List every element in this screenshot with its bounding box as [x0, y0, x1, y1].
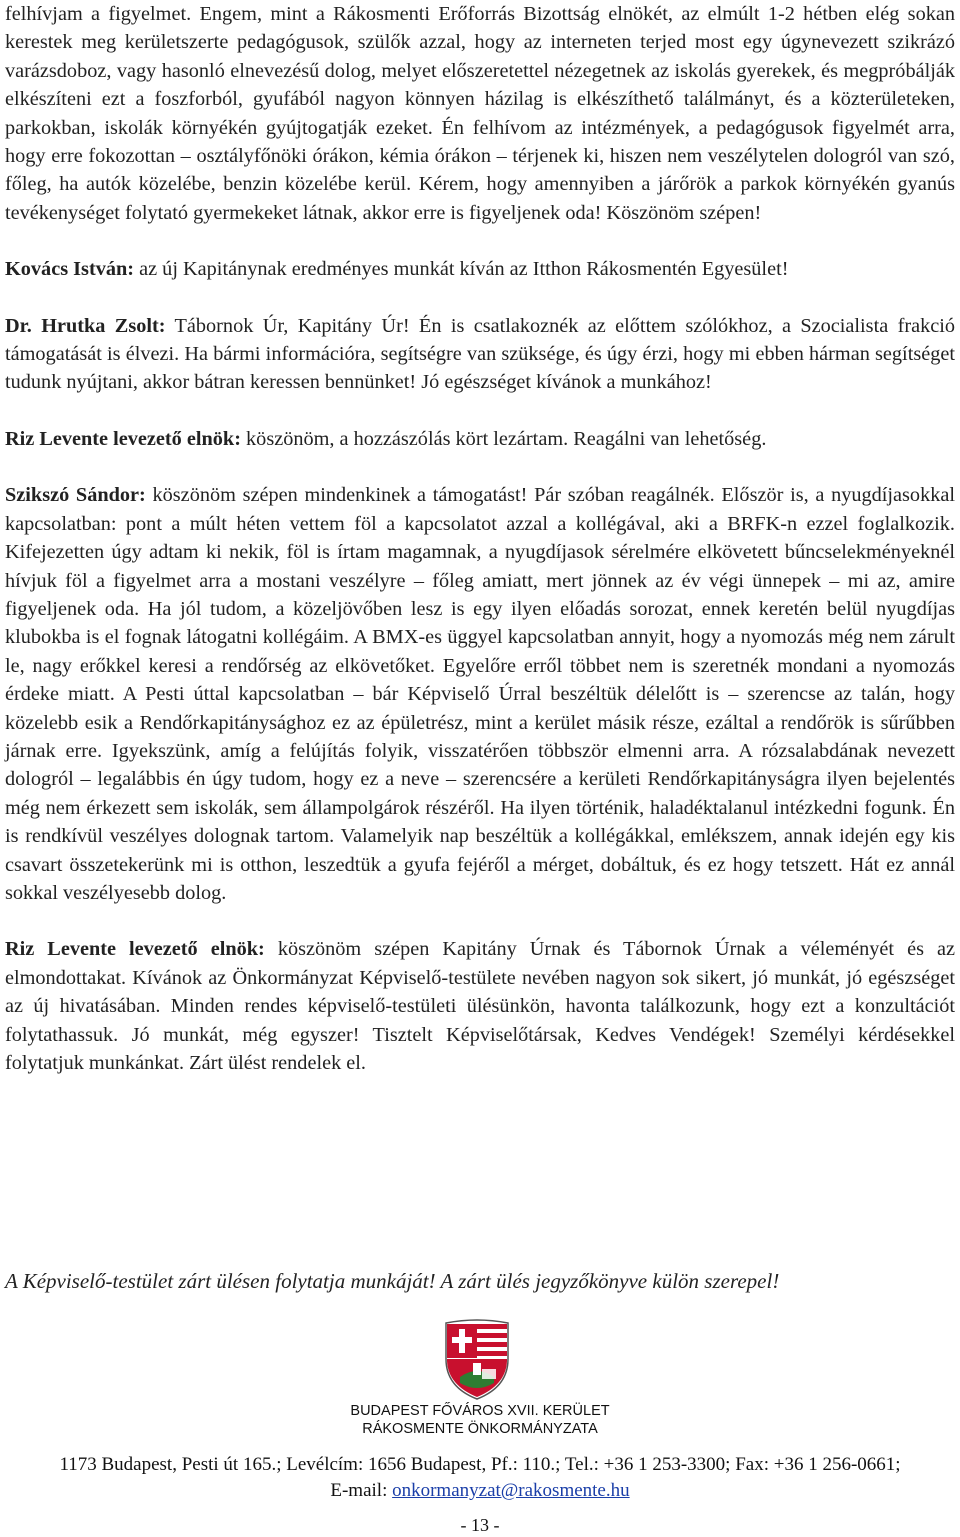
org-line: BUDAPEST FŐVÁROS XVII. KERÜLET	[350, 1403, 610, 1419]
paragraph-hrutka	[5, 312, 955, 397]
paragraph-text: köszönöm, a hozzászólás kört lezártam. Reagálni van lehetőség.	[240, 427, 767, 450]
paragraph-intro	[5, 0, 955, 227]
paragraph-text: Tábornok Úr, Kapitány Úr! Én is csatlakoznék az előttem szólókhoz, a Szocialista frakció támogatását is élvezi. Ha bármi információra, segítségre van szüksége, és úgy érzi, hogy mi ebben hárman segítséget tudunk nyújtani, akkor bátran keressen bennünket! Jó egészséget kívánok a munkához!	[5, 314, 955, 394]
email-link[interactable]: onkormanyzat@rakosmente.hu	[392, 1480, 630, 1501]
speaker-name: Riz Levente levezető elnök:	[5, 427, 241, 450]
paragraph-text: köszönöm szépen Kapitány Úrnak és Tábornok Úrnak a véleményét és az elmondottakat. Kívánok az Önkormányzat Képviselő-testülete nevében nagyon sok sikert, jó munkát, jó egészséget az új hivatásában. Minden rendes képviselő-testületi ülésünkön, havonta találkozunk, hogy ezt a konzultációt folytathassuk. Jó munkát, még egyszer! Tisztelt Képviselőtársak, Kedves Vendégek! Személyi kérdésekkel folytatjuk munkánkat. Zárt ülést rendelek el.	[5, 938, 955, 1074]
footer-contact	[0, 1452, 960, 1504]
organization-name	[0, 1402, 960, 1438]
speaker-name: Kovács István:	[5, 258, 135, 281]
paragraph-riz-1	[5, 425, 955, 453]
paragraph-szikszo	[5, 481, 955, 907]
postal-address: 1173 Budapest, Pesti út 165.; Levélcím: 1656 Budapest, Pf.: 110.; Tel.: +36 1 253-3300; Fax: +36 1 256-0661;	[59, 1454, 901, 1475]
speaker-name: Szikszó Sándor:	[5, 484, 146, 507]
paragraph-text: köszönöm szépen mindenkinek a támogatást! Pár szóban reagálnék. Először is, a nyugdíjasokkal kapcsolatban: pont a múlt héten vettem föl a kapcsolatot azzal a kollégával, aki a BRFK-n ezzel foglalkozik. Kifejezetten úgy adtam ki nekik, föl is írtam magamnak, a nyugdíjasok sérelmére elkövetett bűncselekményeknél hívjuk föl a figyelmet arra a mostani veszélyre – főleg amiatt, mert jönnek az év végi ünnepek – mi az, amire figyeljenek oda. Ha jól tudom, a közeljövőben lesz is egy ilyen előadás sorozat, ennek keretén belül nyugdíjas klubokba is el fognak látogatni kollégáim. A BMX-es üggyel kapcsolatban annyit, hogy a nyomozás még nem zárult le, nagy erőkkel keresi a rendőrség az elkövetőket. Egyelőre erről többet nem is szeretnék mondani a nyomozás érdeke miatt. A Pesti úttal kapcsolatban – bár Képviselő Úrral beszéltük délelőtt is – szerencse az talán, hogy közelebb esik a Rendőrkapitánysághoz ez az épületrész, mint a kerület másik része, ezáltal a rendőrök is sűrűbben járnak erre. Igyekszünk, amíg a felújítás folyik, visszatérően többször elmenni arra. A rózsalabdának nevezett dologról – legalábbis én úgy tudom, hogy ez a neve – szerencsére a kerületi Rendőrkapitányságra ilyen bejelentés még nem érkezett sem iskolák, sem állampolgárok részéről. Ha ilyen történik, haladéktalanul intézkedni fogunk. Én is rendkívül veszélyes dolognak tartom. Valamelyik nap beszéltük a kollégákkal, emlékszem, annak idején egy kis csavart összetekerünk mi is otthon, leszedtük a gyufa fejéről a mérget, dobáltuk, és ez hogy tetszett. Hát ez annál sokkal veszélyesebb dolog.	[5, 484, 955, 904]
document-page	[5, 0, 955, 1293]
paragraph-text: az új Kapitánynak eredményes munkát kíván az Itthon Rákosmentén Egyesület!	[134, 258, 789, 281]
speaker-name: Riz Levente levezető elnök:	[5, 938, 265, 961]
email-label: E-mail:	[330, 1480, 393, 1501]
closing-note: A Képviselő-testület zárt ülésen folytatja munkáját! A zárt ülés jegyzőkönyve külön szerepel!	[5, 1269, 780, 1293]
coat-of-arms-icon	[440, 1317, 514, 1401]
page-number: - 13 -	[460, 1515, 500, 1535]
paragraph-text: felhívjam a figyelmet. Engem, mint a Rákosmenti Erőforrás Bizottság elnökét, az elmúlt 1-2 hétben elég sokan kerestek meg kerületszerte pedagógusok, szülők azzal, hogy az interneten terjed most egy úgynevezett szikrázó varázsdoboz, vagy hasonló elnevezésű dolog, melyet előszeretettel nézegetnek az iskolás gyerekek, és megpróbálják elkészíteni ezt a foszforból, gyufából nagyon könnyen házilag is elkészíthető találmányt, és a közterületeken, parkokban, iskolák környékén gyújtogatják ezeket. Én felhívom az intézmények, a pedagógusok figyelmét arra, hogy erre fokozottan – osztályfőnöki órákon, kémia órákon – térjenek ki, hiszen nem veszélytelen dologról van szó, főleg, ha autók közelébe, benzin közelébe kerül. Kérem, hogy amennyiben a járőrök a parkok környékén gyanús tevékenységet folytató gyermekeket látnak, akkor erre is figyeljenek oda! Köszönöm szépen!	[5, 3, 955, 224]
email-line	[0, 1478, 960, 1504]
org-line: RÁKOSMENTE ÖNKORMÁNYZATA	[362, 1421, 598, 1437]
speaker-name: Dr. Hrutka Zsolt:	[5, 314, 166, 337]
paragraph-riz-2	[5, 935, 955, 1077]
paragraph-kovacs	[5, 255, 955, 283]
